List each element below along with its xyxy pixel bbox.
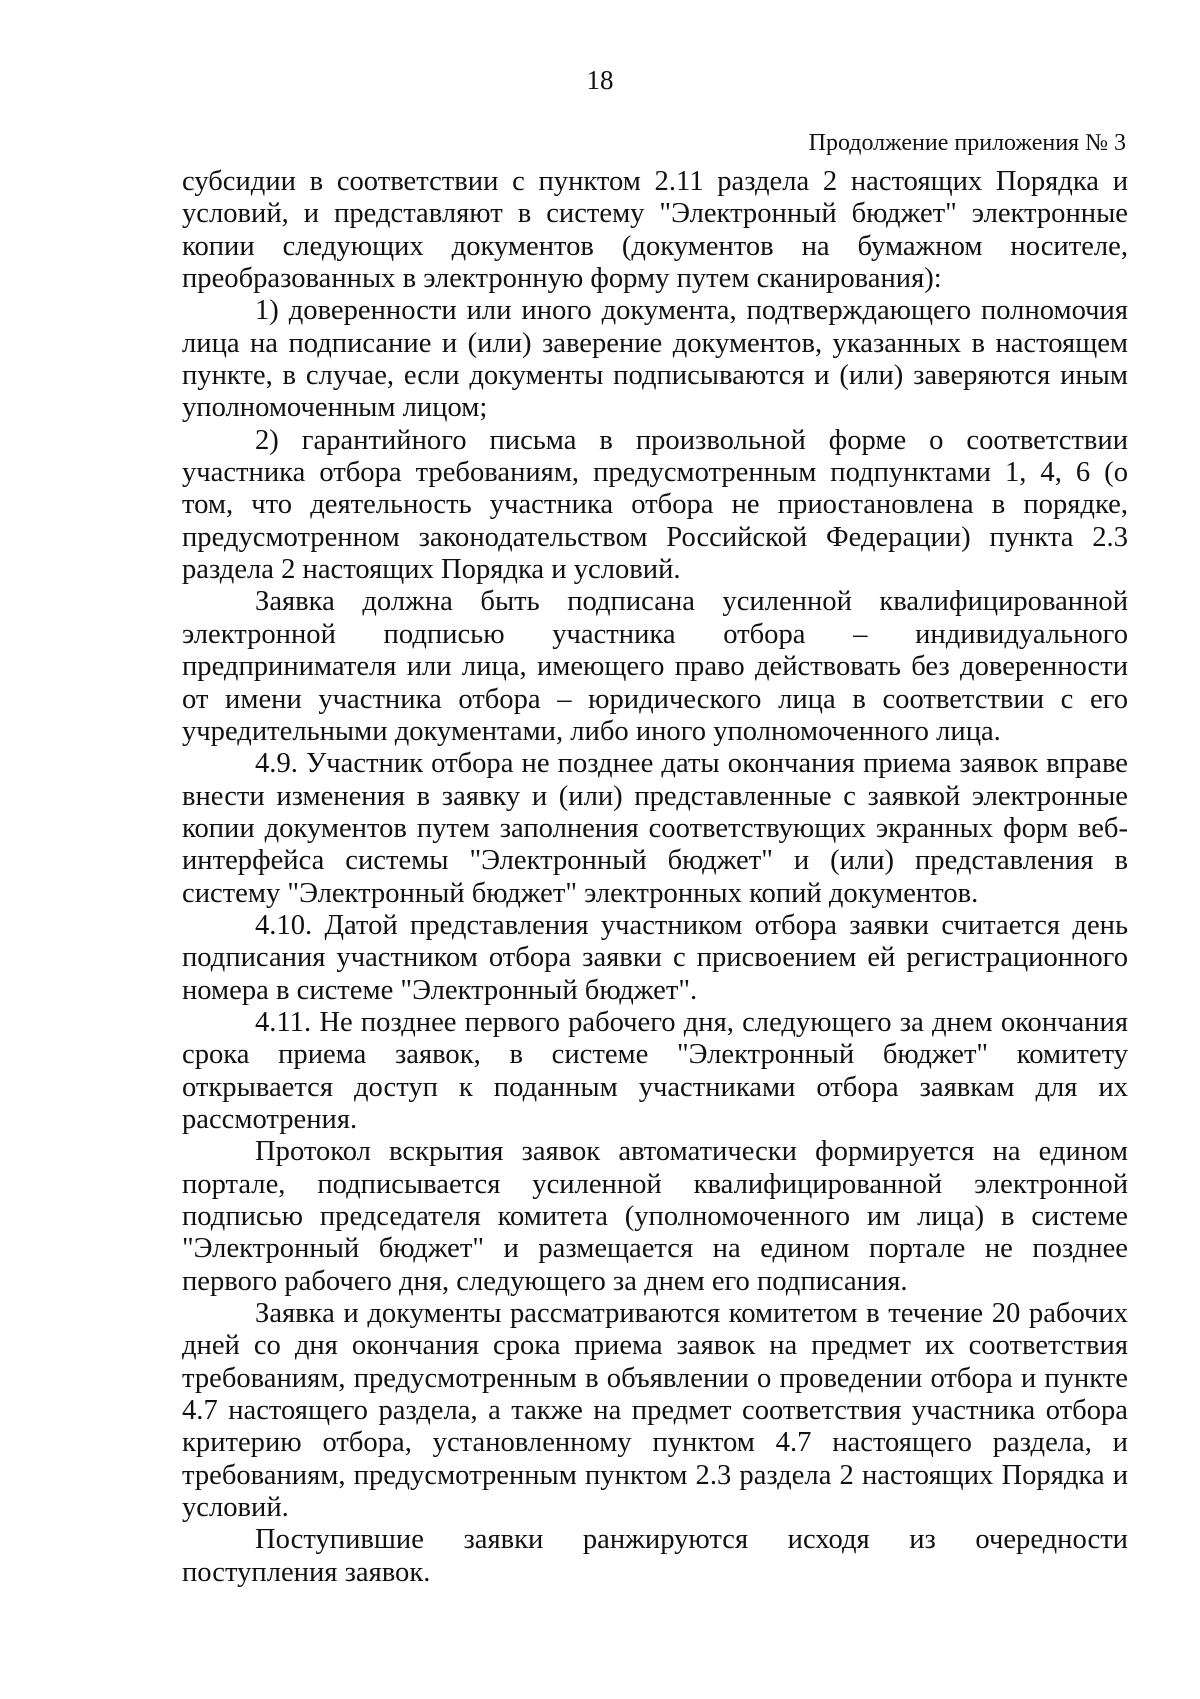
paragraph-ranking: Поступившие заявки ранжируются исходя из очередности поступления заявок. <box>182 1524 1128 1588</box>
document-body <box>182 166 1128 1589</box>
paragraph-application-signature: Заявка должна быть подписана усиленной квалифицированной электронной подписью участника отбора – индивидуального предпринимателя или лица, имеющего право действовать без доверенности от имени участника отбора – юридического лица в соответствии с его учредительными документами, либо иного уполномоченного лица. <box>182 586 1128 747</box>
page-number: 18 <box>586 65 614 95</box>
paragraph-review-period: Заявка и документы рассматриваются комитетом в течение 20 рабочих дней со дня окончания срока приема заявок на предмет их соответствия требованиям, предусмотренным в объявлении о проведении отбора и пункте 4.7 настоящего раздела, а также на предмет соответствия участника отбора критерию отбора, установленному пунктом 4.7 настоящего раздела, и требованиям, предусмотренным пунктом 2.3 раздела 2 настоящих Порядка и условий. <box>182 1298 1128 1524</box>
paragraph-subsidy-documents: субсидии в соответствии с пунктом 2.11 раздела 2 настоящих Порядка и условий, и представляют в систему "Электронный бюджет" электронные копии следующих документов (документов на бумажном носителе, преобразованных в электронную форму путем сканирования): <box>182 166 1128 295</box>
appendix-continuation-note: Продолжение приложения № 3 <box>808 130 1126 156</box>
paragraph-item-power-of-attorney: 1) доверенности или иного документа, подтверждающего полномочия лица на подписание и (или) заверение документов, указанных в настоящем пункте, в случае, если документы подписываются и (или) заверяются иным уполномоченным лицом; <box>182 295 1128 424</box>
paragraph-4-9: 4.9. Участник отбора не позднее даты окончания приема заявок вправе внести изменения в заявку и (или) представленные с заявкой электронные копии документов путем заполнения соответствующих экранных форм веб-интерфейса системы "Электронный бюджет" и (или) представления в систему "Электронный бюджет" электронных копий документов. <box>182 748 1128 909</box>
paragraph-opening-protocol: Протокол вскрытия заявок автоматически формируется на едином портале, подписывается усиленной квалифицированной электронной подписью председателя комитета (уполномоченного им лица) в системе "Электронный бюджет" и размещается на едином портале не позднее первого рабочего дня, следующего за днем его подписания. <box>182 1136 1128 1297</box>
paragraph-4-11: 4.11. Не позднее первого рабочего дня, следующего за днем окончания срока приема заявок, в системе "Электронный бюджет" комитету открывается доступ к поданным участниками отбора заявкам для их рассмотрения. <box>182 1006 1128 1135</box>
paragraph-4-10: 4.10. Датой представления участником отбора заявки считается день подписания участником отбора заявки с присвоением ей регистрационного номера в системе "Электронный бюджет". <box>182 909 1128 1006</box>
paragraph-item-guarantee-letter: 2) гарантийного письма в произвольной форме о соответствии участника отбора требованиям, предусмотренным подпунктами 1, 4, 6 (о том, что деятельность участника отбора не приостановлена в порядке, предусмотренном законодательством Российской Федерации) пункта 2.3 раздела 2 настоящих Порядка и условий. <box>182 424 1128 586</box>
